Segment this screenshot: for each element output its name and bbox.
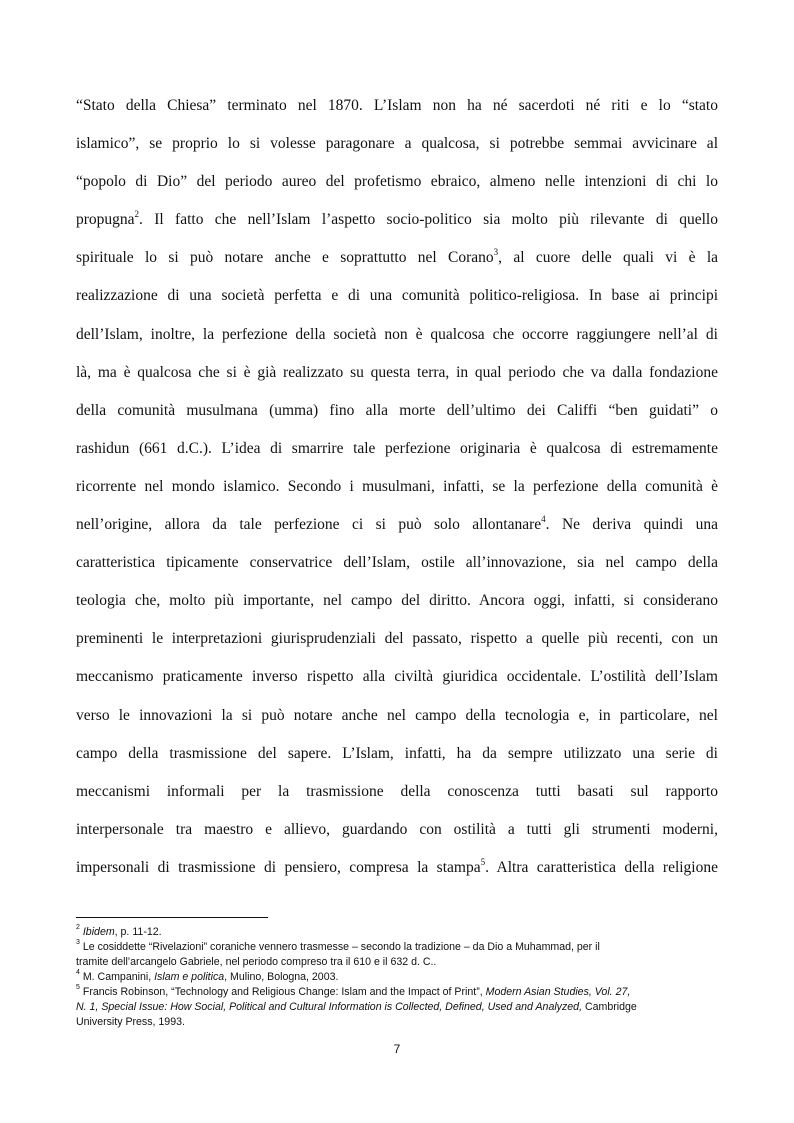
text-run: impersonali di trasmissione di pensiero, compresa la stampa	[76, 858, 481, 876]
footnote-line	[76, 940, 721, 955]
text-run: rashidun (661 d.C.). L’idea di smarrire tale perfezione originaria è qualcosa di estremamente	[76, 439, 718, 457]
footnote-separator	[76, 917, 268, 918]
footnote-reference: 2	[134, 209, 140, 220]
body-line	[76, 849, 718, 887]
text-run: , p. 11-12.	[114, 926, 162, 938]
text-run: meccanismi informali per la trasmissione della conoscenza tutti basati sul rapporto	[76, 782, 718, 800]
footnote-reference: 4	[76, 969, 80, 977]
footnote-reference: 5	[480, 856, 486, 867]
body-line	[76, 430, 718, 468]
body-line	[76, 773, 718, 811]
body-line	[76, 506, 718, 544]
text-run: campo della trasmissione del sapere. L’Islam, infatti, ha da sempre utilizzato una serie di	[76, 744, 718, 762]
text-run: meccanismo praticamente inverso rispetto alla civiltà giuridica occidentale. L’ostilità dell’Islam	[76, 668, 718, 686]
body-line	[76, 658, 718, 696]
text-run: Le cosiddette “Rivelazioni” coraniche vennero trasmesse – secondo la tradizione – da Dio a Muhammad, per il	[79, 941, 600, 953]
footnote-line	[76, 970, 721, 985]
body-line	[76, 239, 718, 277]
footnote-line	[76, 1000, 721, 1015]
body-line	[76, 468, 718, 506]
body-line	[76, 354, 718, 392]
text-run: tramite dell’arcangelo Gabriele, nel periodo compreso tra il 610 e il 632 d. C..	[76, 956, 437, 968]
text-run: “popolo di Dio” del periodo aureo del profetismo ebraico, almeno nelle intenzioni di chi lo	[76, 173, 718, 191]
text-run: interpersonale tra maestro e allievo, guardando con ostilità a tutti gli strumenti moderni,	[76, 820, 718, 838]
footnote-reference: 2	[76, 924, 80, 932]
text-run: nell’origine, allora da tale perfezione ci si può solo allontanare	[76, 516, 542, 534]
text-run: . Altra caratteristica della religione	[485, 858, 718, 876]
body-line	[76, 582, 718, 620]
body-line	[76, 125, 718, 163]
text-run: dell’Islam, inoltre, la perfezione della società non è qualcosa che occorre raggiungere nell’al di	[76, 325, 718, 343]
footnote-line	[76, 985, 721, 1000]
body-line	[76, 87, 718, 125]
text-run: islamico”, se proprio lo si volesse paragonare a qualcosa, si potrebbe semmai avvicinare al	[76, 135, 718, 153]
footnote-reference: 3	[493, 247, 499, 258]
body-line	[76, 811, 718, 849]
footnote-line	[76, 1015, 721, 1030]
body-line	[76, 620, 718, 658]
body-line	[76, 201, 718, 239]
footnote-reference: 3	[76, 939, 80, 947]
body-line	[76, 392, 718, 430]
body-line	[76, 316, 718, 354]
text-run: , Mulino, Bologna, 2003.	[224, 971, 339, 983]
text-run: là, ma è qualcosa che si è già realizzato su questa terra, in qual periodo che va dalla fondazione	[76, 363, 718, 381]
text-run: spirituale lo si può notare anche e soprattutto nel Corano	[76, 249, 494, 267]
footnote-line	[76, 955, 721, 970]
text-run: ricorrente nel mondo islamico. Secondo i musulmani, infatti, se la perfezione della comunità è	[76, 477, 718, 495]
text-run: della comunità musulmana (umma) fino alla morte dell’ultimo dei Califfi “ben guidati” o	[76, 401, 718, 419]
body-line	[76, 544, 718, 582]
footnote-reference: 5	[76, 984, 80, 992]
text-run: University Press, 1993.	[76, 1016, 185, 1028]
body-line	[76, 697, 718, 735]
body-line	[76, 163, 718, 201]
text-run: . Ne deriva quindi una	[545, 516, 718, 534]
body-line	[76, 277, 718, 315]
italic-text: N. 1, Special Issue: How Social, Political and Cultural Information is Collected, Defined, Used and Analyzed,	[76, 1001, 583, 1013]
text-run: realizzazione di una società perfetta e di una comunità politico-religiosa. In base ai principi	[76, 287, 718, 305]
footnote-reference: 4	[541, 513, 546, 524]
italic-text: Islam e politica	[154, 971, 225, 983]
footnote-line	[76, 925, 721, 940]
text-run: teologia che, molto più importante, nel campo del diritto. Ancora oggi, infatti, si considerano	[76, 592, 718, 610]
italic-text: Modern Asian Studies, Vol. 27,	[485, 986, 631, 998]
footnotes	[76, 925, 721, 1030]
text-run: Cambridge	[582, 1001, 637, 1013]
page-number: 7	[393, 1042, 401, 1056]
text-run: preminenti le interpretazioni giurisprudenziali del passato, rispetto a quelle più recenti, con un	[76, 630, 718, 648]
italic-text: Ibidem	[82, 926, 115, 938]
body-paragraph	[76, 87, 718, 887]
text-run: Francis Robinson, “Technology and Religious Change: Islam and the Impact of Print”,	[79, 986, 486, 998]
text-run: caratteristica tipicamente conservatrice dell’Islam, ostile all’innovazione, sia nel campo della	[76, 554, 718, 572]
text-run: , al cuore delle quali vi è la	[498, 249, 719, 267]
text-run: propugna	[76, 211, 135, 229]
text-run: M. Campanini,	[79, 971, 155, 983]
text-run: . Il fatto che nell’Islam l’aspetto socio-politico sia molto più rilevante di quello	[139, 211, 718, 229]
text-run: verso le innovazioni la si può notare anche nel campo della tecnologia e, in particolare, nel	[76, 706, 718, 724]
body-line	[76, 735, 718, 773]
text-run: “Stato della Chiesa” terminato nel 1870. L’Islam non ha né sacerdoti né riti e lo “stato	[76, 97, 718, 114]
